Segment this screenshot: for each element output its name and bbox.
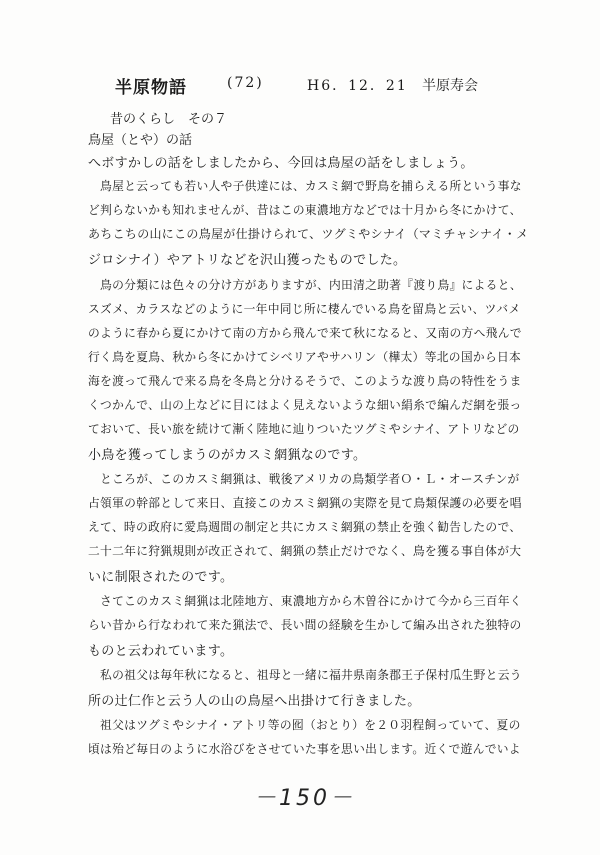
- document-header: [115, 73, 555, 99]
- text-line: さてこのカスミ網猟は北陸地方、東濃地方から木曽谷にかけて今から三百年く: [88, 594, 522, 608]
- text-line: 占領軍の幹部として来日、直接このカスミ網猟の実際を見て鳥類保護の必要を唱: [88, 496, 522, 510]
- text-line: ど判らないかも知れませんが、昔はこの東濃地方などでは十月から冬にかけて、: [88, 203, 522, 217]
- text-line: ものと云われています。: [88, 644, 234, 659]
- text-line: 鳥の分類には色々の分け方がありますが、内田清之助著『渡り鳥』によると、: [88, 278, 522, 292]
- text-line: 頃は殆ど毎日のように水浴びをさせていた事を思い出します。近くで遊んでいよ: [88, 742, 521, 756]
- text-line: 小鳥を獲ってしまうのがカスミ網猟なのです。: [88, 448, 367, 463]
- article-subtitle: 昔のくらし その７: [110, 112, 228, 127]
- text-line: 鳥屋と云っても若い人や子供達には、カスミ網で野鳥を捕らえる所という事な: [88, 179, 522, 193]
- text-line: ジロシナイ）やアトリなどを沢山獲ったものでした。: [88, 253, 407, 268]
- text-line: いに制限されたのです。: [88, 570, 234, 585]
- text-line: スズメ、カラスなどのように一年中同じ所に棲んでいる鳥を留鳥と云い、ツバメ: [88, 302, 521, 316]
- issue-date: H6．12．21: [307, 78, 408, 94]
- page-number: －150－: [254, 786, 355, 811]
- author-name: 半原寿会: [422, 78, 478, 94]
- text-line: へボすかしの話をしましたから、今回は鳥屋の話をしましょう。: [88, 156, 474, 171]
- text-line: ところが、このカスミ網猟は、戦後アメリカの鳥類学者Ｏ・Ｌ・オースチンが: [88, 472, 520, 486]
- text-line: のように春から夏にかけて南の方から飛んで来て秋になると、又南の方へ飛んで: [88, 326, 522, 340]
- text-line: 私の祖父は毎年秋になると、祖母と一緒に福井県南条郡王子保村瓜生野と云う: [88, 668, 522, 682]
- text-line: 海を渡って飛んで来る鳥を冬鳥と分けるそうで、このような渡り鳥の特性をうま: [88, 374, 522, 388]
- text-line: 所の辻仁作と云う人の山の鳥屋へ出掛けて行きました。: [88, 694, 421, 709]
- text-line: ておいて、長い旅を続けて漸く陸地に辿りついたツグミやシナイ、アトリなどの: [88, 422, 520, 436]
- text-line: 祖父はツグミやシナイ・アトリ等の囮（おとり）を２０羽程飼っていて、夏の: [88, 718, 521, 732]
- text-line: 二十二年に狩猟規則が改正されて、網猟の禁止だけでなく、鳥を獲る事自体が大: [88, 544, 522, 558]
- series-title: 半原物語: [115, 78, 187, 98]
- text-line: 行く鳥を夏鳥、秋から冬にかけてシベリアやサハリン（樺太）等北の国から日本: [88, 350, 522, 364]
- issue-number: (72): [227, 75, 264, 91]
- text-line: えて、時の政府に愛鳥週間の制定と共にカスミ網猟の禁止を強く勧告したので、: [88, 520, 522, 534]
- text-line: くつかんで、山の上などに目にはよく見えないような細い絹糸で編んだ網を張っ: [88, 398, 522, 412]
- section-title: 鳥屋（とや）の話: [88, 133, 193, 148]
- text-line: あちこちの山にこの鳥屋が仕掛けられて、ツグミやシナイ（マミチャシナイ・メ: [88, 227, 529, 241]
- text-line: らい昔から行なわれて来た猟法で、長い間の経験を生かして編み出された独特の: [88, 618, 522, 632]
